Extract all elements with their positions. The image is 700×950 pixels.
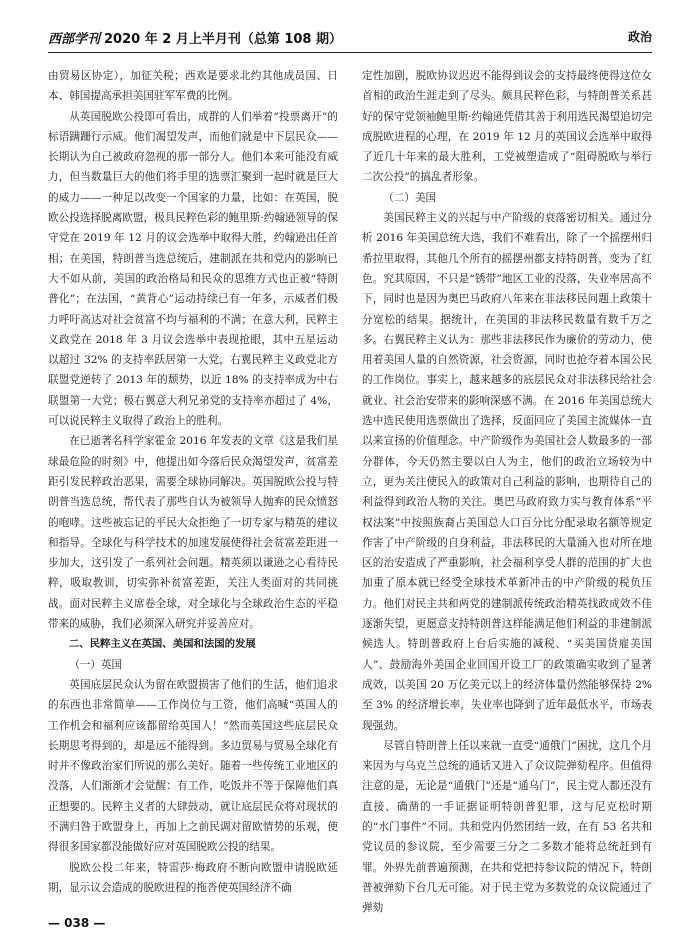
page-number: — 038 —	[48, 916, 106, 930]
left-column	[48, 66, 338, 894]
paragraph: 脱欧公投二年来，特雷莎·梅政府不断向欧盟申请脱欧延期，显示议会造成的脱欧进程的拖沓使英国经济不确	[48, 861, 338, 894]
subsection-heading: （一）英国	[69, 658, 123, 671]
paragraph: 定性加剧，脱欧协议迟迟不能得到议会的支持最终使得这位女首相的政治生涯走到了尽头。颇具民粹色彩，与特朗普关系甚好的保守党领袖鲍里斯·约翰逊凭借其善于利用选民渴望追切完成脱欧进程的心理，在 2019 年 12 月的英国议会选举中取得了近几十年来的最大胜利，工党被塑造成了“阻碍脱欧与举行二次公投”的搞乱者形象。	[362, 70, 652, 184]
paragraph: 由贸易区协定），加征关税；西欢是要求北约其他成员国、日本、韩国提高承担美国驻军军费的比例。	[48, 70, 338, 103]
subsection-heading: （二）美国	[383, 191, 437, 204]
paragraph: 在已逝著名科学家霍金 2016 年发表的文章《这是我们星球最危险的时刻》中，他提出如今落后民众渴望发声，贫富差距引发民粹政治恶果，需要全球协同解决。英国脱欧公投与特朗普当选总统，帮代表了那些自认为被领导人抛弃的民众愤怒的咆哮。这些被忘记的平民大众拒绝了一切专家与精英的建议和指导。全球化与科学技术的加速发展使得社会贫富差距进一步加大，这引发了一系列社会问题。精英须以谦逊之心看待民粹，吸取教训，切实弥补贫富差距，关注人类面对的共同挑战。面对民粹主义席卷全球，对全球化与全球政治生态的平稳带来的威胁，我们必须深入研究并妥善应对。	[48, 435, 338, 631]
paragraph: 尽管自特朗普上任以来就一直受“通俄门”困扰，这几个月来因为与乌克兰总统的通话又进入了众议院弹劾程序。但值得注意的是，无论是“通俄门”还是“通乌门”，民主党人都还没有直接、确凿的一手证据证明特朗普犯罪，这与尼克松时期的“水门事件”不同。共和党内仍然团结一致，在有 53 名共和党议员的参议院，至少需要三分之二多数才能将总统赶到有罪。外界先前普遍预测，在共和党把持参议院的情况下，特朗普被弹劾下台几无可能。对于民主党为多数党的众议院通过了弹劾	[362, 739, 652, 915]
journal-logo: 西部学刊	[48, 32, 101, 47]
right-column	[362, 66, 652, 915]
journal-issue: 2020 年 2 月上半月刊（总第 108 期）	[104, 32, 343, 47]
journal-info	[48, 28, 342, 47]
paragraph: 从英国脱欧公投即可看出，成群的人们举着“投票离开”的标语蹒跚行示威。他们渴望发声，而他们就是中下层民众——长期认为自己被政府忽视的那一部分人。他们本来可能没有威力，但当数量巨大的他们将手里的选票汇聚到一起时就是巨大的威力——一种足以改变一个国家的力量，比如：在英国，脱欧公投选择脱离欧盟，极具民粹色彩的鲍里斯·约翰逊领导的保守党在 2019 年 12 月的议会选举中取得大胜，约翰逊出任首相；在美国，特朗普当选总统后，建制派在共和党内的影响已大不如从前，美国的政治格局和民众的思维方式也正被“特朗普化”；在法国，“黄背心”运动持续已有一年多，示威者们极力呼吁高达对社会贫富不均与福利的不满；在意大利，民粹主义政党在 2018 年 3 月议会选举中表现抢眼，其中五星运动以超过 32% 的支持率跃居第一大党，右翼民粹主义政党北方联盟党逆转了 2013 年的颓势，以近 18% 的支持率成为中右联盟第一大党；极右翼意大利兄弟党的支持率亦超过了 4%，可以说民粹主义取得了政治上的胜利。	[48, 110, 338, 428]
paragraph: 英国底层民众认为留在欧盟损害了他们的生活，他们追求的东西也非常简单——工作岗位与工资，他们高喊“英国人的工作机会和福利应该都留给英国人！”然而英国这些底层民众长期思考得到的，却是远不能得到。多边贸易与贸易全球化有时并不像政治家们所说的那么美好。随着一些传统工业地区的没落，人们渐渐才会觉醒：有工作，吃饭并不等于保障他们真正想要的。民粹主义者的大肆鼓动，就让底层民众将对现状的不满归咎于欧盟身上，再加上之前民调对留欧情势的乐观，使得很多国家都没能做好应对英国脱欧公投的结果。	[48, 678, 338, 854]
page-header	[48, 26, 652, 53]
section-heading: 二、民粹主义在英国、美国和法国的发展	[68, 638, 256, 651]
paragraph: 美国民粹主义的兴起与中产阶级的衰落密切相关。通过分析 2016 年美国总统大选，我们不难看出，除了一个摇摆州归希拉里取得，其他几个所有的摇摆州都支持特朗普，变为了红色。究其原因，不只是“锈带”地区工业的没落，失业率居高不下，同时也是因为奥巴马政府八年来在非法移民问题上政策十分宽松的结果。据统计，在美国的非法移民数量有数千万之多。右翼民粹主义认为：那些非法移民作为廉价的劳动力，使用着美国人量的自然资源，社会资源，同时也抢夺着本国公民的工作岗位。事实上，越来越多的底层民众对非法移民给社会就业、社会治安带来的影响深感不满。在 2016 年美国总统大选中选民使用选票做出了选择，反面回应了美国主流媒体一直以来宣扬的价值理念。中产阶级作为美国社会人数最多的一部分群体，今天仍然主要以白人为主，他们的政治立场较为中立，更为关注使民入的政策对自己利益的影响，也期待自己的利益得到政治人物的关注。奥巴马政府致力实与教育体系“平权法案”中按照族裔占美国总人口百分比分配录取名额等规定作害了中产阶级的自身利益，非法移民的大量涌入也对所在地区的治安造成了严重影响，社会福利享受人群的范围的扩大也加重了原本就已经受全球技术革新冲击的中产阶级的税负压力。他们对民主共和两党的建制派传统政治精英找政成效不佳逐渐失望，更愿意支持特朗普这样能满足他们利益的非建制派候选人。特朗普政府上台后实施的减税、“买美国货雇美国人”、鼓励海外美国企业回国开设工厂的政策确实收到了显著成效，以美国 20 万亿美元以上的经济体量仍然能够保持 2% 至 3% 的经济增长率，失业率也降到了近年最低水平，市场表现强劲。	[362, 212, 652, 732]
section-label: 政治	[627, 30, 652, 44]
